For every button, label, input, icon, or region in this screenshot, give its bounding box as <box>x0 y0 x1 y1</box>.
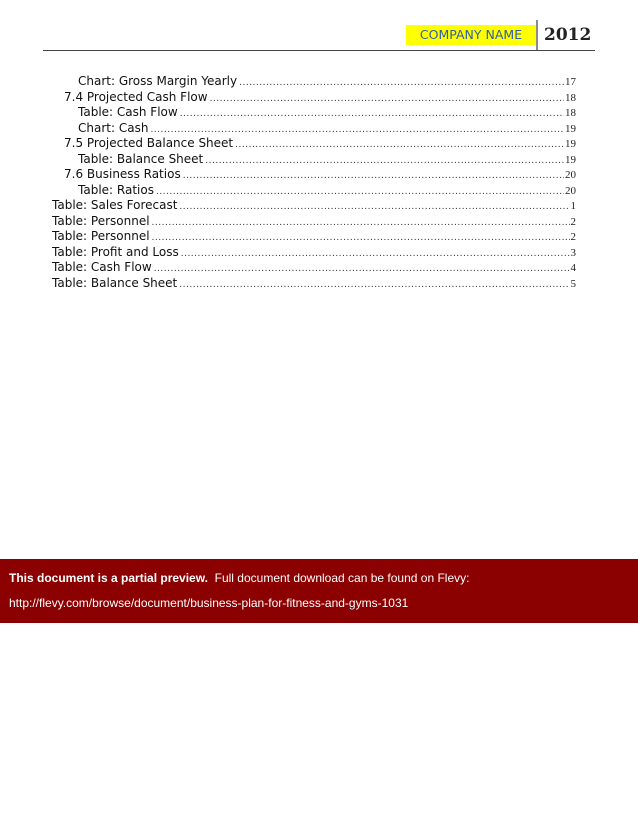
toc-entry-label: 7.5 Projected Balance Sheet <box>64 136 234 150</box>
preview-banner <box>0 559 638 623</box>
preview-notice-bold: This document is a partial preview. <box>9 571 208 585</box>
toc-entry-label: Table: Cash Flow <box>78 105 178 119</box>
toc-entry[interactable] <box>78 74 576 89</box>
toc-entry-page: 20 <box>565 184 576 197</box>
toc-entry-label: Table: Personnel <box>52 229 150 243</box>
toc-entry[interactable] <box>78 121 576 136</box>
toc-entry-label: Chart: Gross Margin Yearly <box>78 74 238 88</box>
toc-entry-page: 2 <box>570 215 576 228</box>
toc-entry-page: 20 <box>565 169 576 181</box>
toc-entry-page: 18 <box>565 107 576 119</box>
toc-entry[interactable] <box>64 136 576 151</box>
toc-entry-label: Table: Cash Flow <box>52 260 152 274</box>
preview-notice <box>9 571 469 585</box>
company-name: COMPANY NAME <box>406 25 536 45</box>
toc-entry[interactable] <box>78 105 576 120</box>
toc-entry-label: Table: Ratios <box>78 182 154 197</box>
toc-entry[interactable] <box>52 229 576 244</box>
toc-entry[interactable] <box>64 167 576 182</box>
toc-entry-page: 17 <box>565 76 576 88</box>
toc-entry-label: Table: Profit and Loss <box>52 244 179 259</box>
toc-entry-page: 18 <box>565 91 576 104</box>
toc-entry-page: 5 <box>570 277 576 290</box>
toc-entry[interactable] <box>52 276 576 291</box>
toc-entry[interactable] <box>52 214 576 229</box>
toc-entry[interactable] <box>64 90 576 105</box>
toc-entry-label: Table: Personnel <box>52 213 150 228</box>
toc-entry[interactable] <box>52 260 576 275</box>
toc-entry-page: 3 <box>570 246 576 259</box>
toc-entry-label: Table: Sales Forecast <box>52 198 178 212</box>
header-divider <box>536 20 538 51</box>
toc-entry-page: 19 <box>565 122 576 135</box>
toc-entry-label: Chart: Cash <box>78 120 149 135</box>
toc-leader-dots <box>179 278 569 293</box>
toc-entry-page: 19 <box>565 153 576 166</box>
toc-entry[interactable] <box>78 152 576 167</box>
toc-entry-page: 2 <box>570 231 576 243</box>
toc-entry-label: 7.6 Business Ratios <box>64 167 181 181</box>
toc-entry[interactable] <box>52 245 576 260</box>
toc-entry-page: 4 <box>570 262 576 274</box>
toc-entry-label: 7.4 Projected Cash Flow <box>64 89 208 104</box>
toc-entry-label: Table: Balance Sheet <box>78 151 204 166</box>
toc-entry-page: 1 <box>570 200 576 212</box>
toc-entry[interactable] <box>52 198 576 213</box>
header-year: 2012 <box>544 25 592 45</box>
preview-notice-text: Full document download can be found on Flevy: <box>214 571 470 585</box>
toc-entry-page: 19 <box>565 138 576 150</box>
toc-entry-label: Table: Balance Sheet <box>52 275 178 290</box>
header-rule <box>43 50 595 51</box>
toc-entry[interactable] <box>78 183 576 198</box>
document-download-link[interactable]: http://flevy.com/browse/document/business-plan-for-fitness-and-gyms-1031 <box>9 596 409 610</box>
